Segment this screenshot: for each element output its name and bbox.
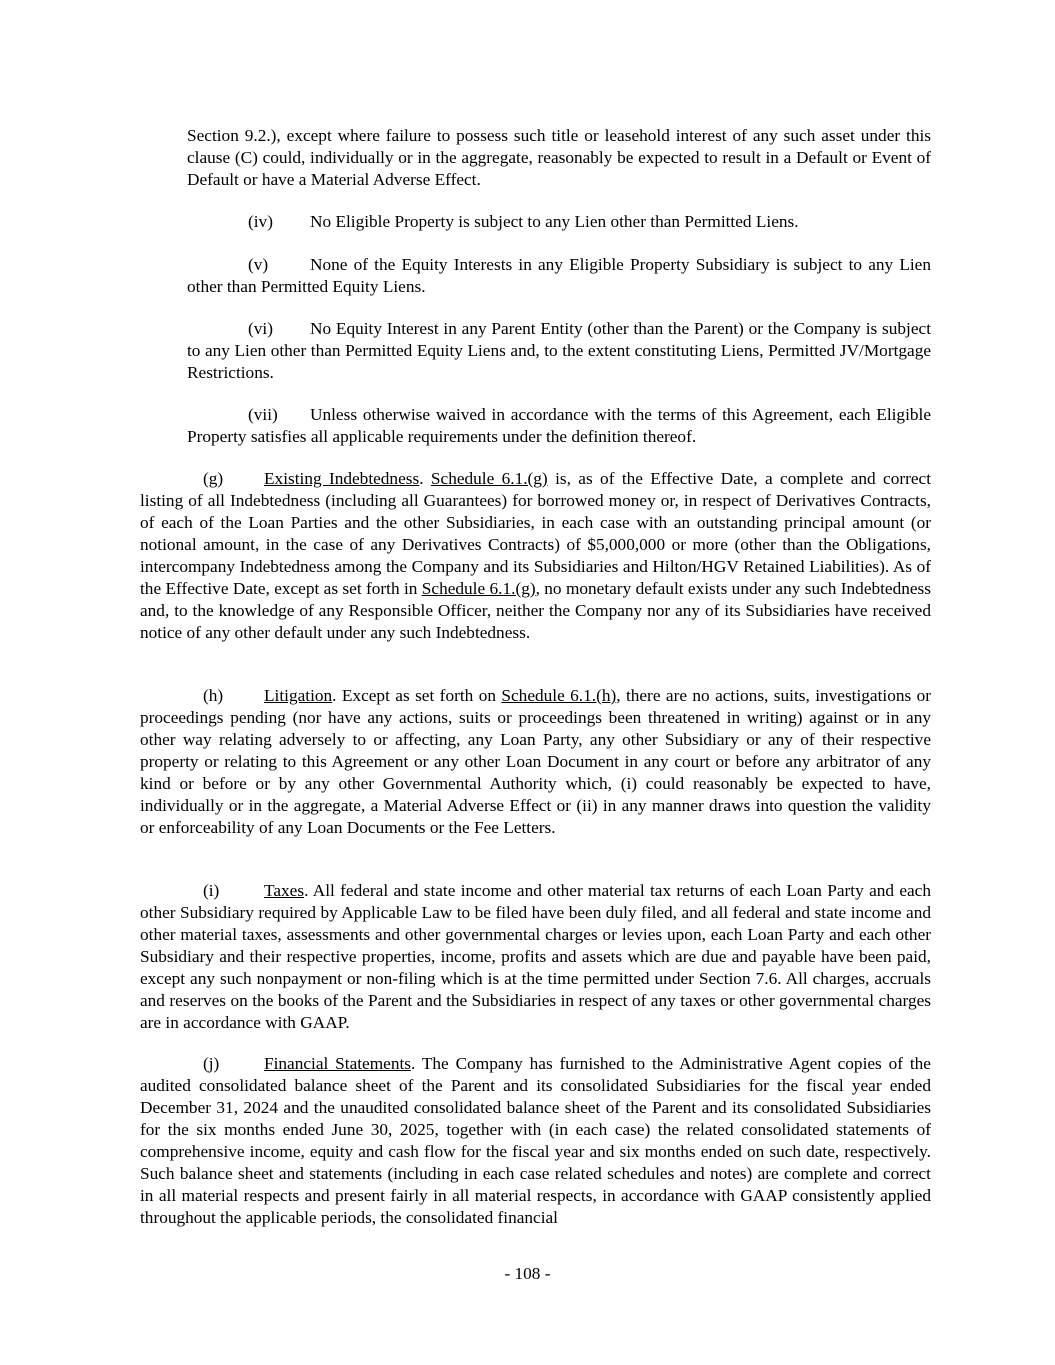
- section-number-j: (j): [203, 1054, 220, 1073]
- section-number-g: (g): [203, 469, 224, 488]
- clause-text-iv: No Eligible Property is subject to any Lien other than Permitted Liens.: [310, 212, 799, 231]
- clause-text-vi: No Equity Interest in any Parent Entity (other than the Parent) or the Company is subject to any Lien other than Permitted Equity Liens and, to the extent constituting Liens, Permitted JV/Mortgage Restrictions.: [187, 319, 931, 382]
- section-heading-taxes: Taxes: [264, 881, 305, 900]
- clause-number-vi: (vi): [248, 319, 273, 338]
- page-number: - 108 -: [504, 1264, 551, 1283]
- section-g-punct: .: [419, 469, 431, 488]
- clause-text-v: None of the Equity Interests in any Eligible Property Subsidiary is subject to any Lien other than Permitted Equity Liens.: [187, 255, 931, 296]
- section-j-text: . The Company has furnished to the Administrative Agent copies of the audited consolidated balance sheet of the Parent and its consolidated Subsidiaries for the fiscal year ended December 31, 2024 and the unaudited consolidated balance sheet of the Parent and its consolidated Subsidiaries for the six months ended June 30, 2025, together with (in each case) the related consolidated statements of comprehensive income, equity and cash flow for the fiscal year and six months ended on such date, respectively. Such balance sheet and statements (including in each case related schedules and notes) are complete and correct in all material respects and present fairly in all material respects, in accordance with GAAP consistently applied throughout the applicable periods, the consolidated financial: [140, 1054, 931, 1227]
- clause-text-vii: Unless otherwise waived in accordance with the terms of this Agreement, each Eligible Property satisfies all applicable requirements under the definition thereof.: [187, 405, 931, 446]
- paragraph-v: [187, 254, 931, 298]
- continuation-text: Section 9.2.), except where failure to possess such title or leasehold interest of any such asset under this clause (C) could, individually or in the aggregate, reasonably be expected to result in a Default or Event of Default or have a Material Adverse Effect.: [187, 126, 931, 189]
- section-g-text-2: , no monetary default exists under any such Indebtedness and, to the knowledge of any Responsible Officer, neither the Company nor any of its Subsidiaries have received notice of any other default under any such Indebtedness.: [140, 579, 931, 642]
- section-number-h: (h): [203, 686, 224, 705]
- section-heading-financial-statements: Financial Statements: [264, 1054, 411, 1073]
- paragraph-continuation: [187, 125, 931, 191]
- section-h-text-2: , there are no actions, suits, investigations or proceedings pending (nor have any actions, suits or proceedings been threatened in writing) against or in any other way relating adversely to or affecting, any Loan Party, any other Subsidiary or any of their respective property or relating to this Agreement or any other Loan Document in any court or before any arbitrator of any kind or before or by any other Governmental Authority which, (i) could reasonably be expected to have, individually or in the aggregate, a Material Adverse Effect or (ii) in any manner draws into question the validity or enforceability of any Loan Documents or the Fee Letters.: [140, 686, 931, 837]
- section-i-text: . All federal and state income and other material tax returns of each Loan Party and each other Subsidiary required by Applicable Law to be filed have been duly filed, and all federal and state income and other material taxes, assessments and other governmental charges or levies upon, each Loan Party and each other Subsidiary and their respective properties, income, profits and assets which are due and payable have been paid, except any such nonpayment or non-filing which is at the time permitted under Section 7.6. All charges, accruals and reserves on the books of the Parent and the Subsidiaries in respect of any taxes or other governmental charges are in accordance with GAAP.: [140, 881, 931, 1032]
- section-heading-existing-indebtedness: Existing Indebtedness: [264, 469, 420, 488]
- clause-number-iv: (iv): [248, 212, 273, 231]
- paragraph-i: [140, 880, 931, 1034]
- paragraph-h: [140, 685, 931, 839]
- paragraph-vi: [187, 318, 931, 384]
- paragraph-g: [140, 468, 931, 644]
- section-h-text-1: . Except as set forth on: [332, 686, 502, 705]
- schedule-reference-g-2: Schedule 6.1.(g): [421, 579, 536, 598]
- section-number-i: (i): [203, 881, 220, 900]
- section-g-text-1: is, as of the Effective Date, a complete and correct listing of all Indebtedness (including all Guarantees) for borrowed money or, in respect of Derivatives Contracts, of each of the Loan Parties and the other Subsidiaries, in each case with an outstanding principal amount (or notional amount, in the case of any Derivatives Contracts) of $5,000,000 or more (other than the Obligations, intercompany Indebtedness among the Company and its Subsidiaries and Hilton/HGV Retained Liabilities). As of the Effective Date, except as set forth in: [140, 469, 932, 598]
- schedule-reference-g-1: Schedule 6.1.(g): [430, 469, 548, 488]
- schedule-reference-h: Schedule 6.1.(h): [501, 686, 617, 705]
- clause-number-v: (v): [248, 255, 269, 274]
- clause-number-vii: (vii): [248, 405, 278, 424]
- section-heading-litigation: Litigation: [264, 686, 333, 705]
- paragraph-j: [140, 1053, 931, 1229]
- paragraph-vii: [187, 404, 931, 448]
- paragraph-iv: [187, 211, 931, 233]
